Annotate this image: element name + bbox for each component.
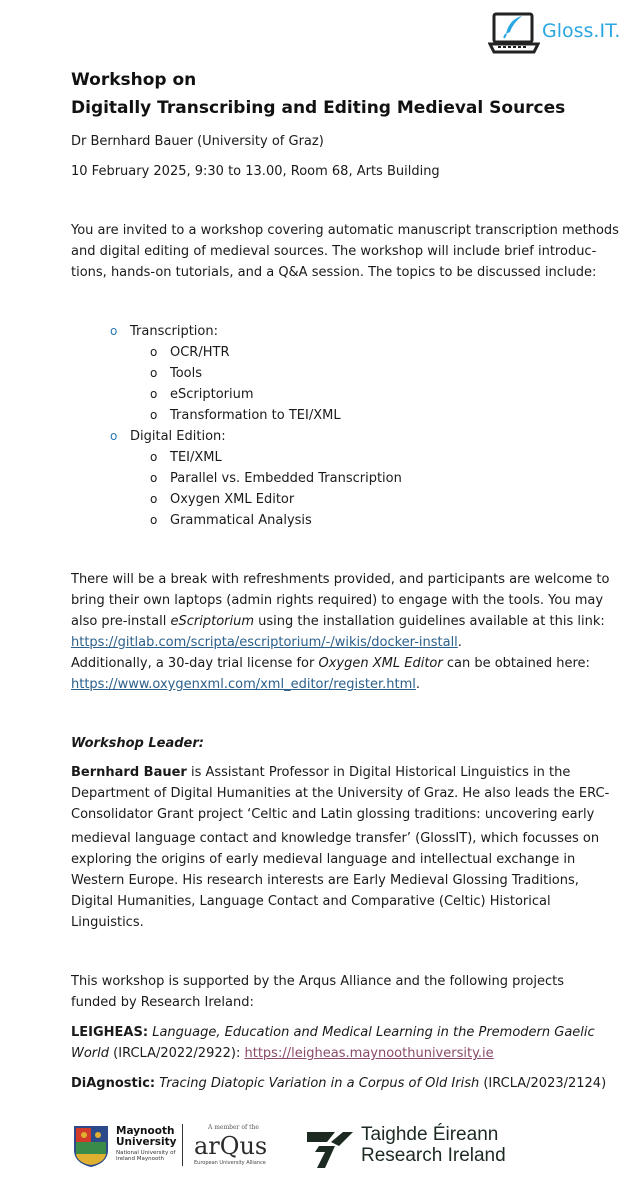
leigheas-link[interactable]: https://leigheas.maynoothuniversity.ie bbox=[244, 1046, 494, 1061]
workshop-leader-heading: Workshop Leader: bbox=[71, 736, 204, 751]
logistics-line: https://gitlab.com/scripta/escriptorium/-/wikis/docker-install. bbox=[71, 635, 462, 650]
arqus-wordmark: arQus bbox=[194, 1132, 268, 1160]
leader-bio-line: Digital Humanities, Language Contact and Comparative (Celtic) Historical bbox=[71, 894, 551, 909]
bullet-icon: o bbox=[150, 345, 158, 359]
logistics-line: https://www.oxygenxml.com/xml_editor/register.html. bbox=[71, 677, 421, 692]
list-item: o OCR/HTR bbox=[150, 345, 230, 360]
intro-line: and digital editing of medieval sources. The workshop will include brief introduc- bbox=[71, 244, 597, 259]
logistics-line: Additionally, a 30-day trial license for Oxygen XML Editor can be obtained here: bbox=[71, 656, 590, 671]
topic-transcription: o Transcription: bbox=[110, 324, 218, 339]
oxygen-register-link[interactable]: https://www.oxygenxml.com/xml_editor/register.html bbox=[71, 677, 416, 692]
bullet-icon: o bbox=[110, 324, 118, 338]
leader-bio-line: Department of Digital Humanities at the University of Graz. He also leads the ERC- bbox=[71, 786, 610, 801]
list-item: o Grammatical Analysis bbox=[150, 513, 312, 528]
maynooth-name: Maynooth University bbox=[116, 1125, 177, 1148]
escriptorium-install-link[interactable]: https://gitlab.com/scripta/escriptorium/-/wikis/docker-install bbox=[71, 635, 458, 650]
research-ireland-mark-icon bbox=[305, 1128, 355, 1172]
list-item: o Parallel vs. Embedded Transcription bbox=[150, 471, 402, 486]
support-line: This workshop is supported by the Arqus Alliance and the following projects bbox=[71, 974, 565, 989]
logo-divider bbox=[182, 1124, 183, 1166]
list-item: o Transformation to TEI/XML bbox=[150, 408, 341, 423]
intro-line: tions, hands-on tutorials, and a Q&A session. The topics to be discussed include: bbox=[71, 265, 597, 280]
laptop-quill-icon bbox=[488, 10, 540, 56]
research-ireland-logo bbox=[305, 1124, 545, 1174]
leader-bio-line: Bernhard Bauer is Assistant Professor in Digital Historical Linguistics in the bbox=[71, 765, 571, 780]
bullet-icon: o bbox=[150, 492, 158, 506]
logistics-line: bring their own laptops (admin rights required) to engage with the tools. You may bbox=[71, 593, 604, 608]
bullet-icon: o bbox=[150, 366, 158, 380]
maynooth-university-logo bbox=[72, 1124, 182, 1170]
leader-bio-line: Western Europe. His research interests are Early Medieval Glossing Traditions, bbox=[71, 873, 579, 888]
bullet-icon: o bbox=[110, 429, 118, 443]
bullet-icon: o bbox=[150, 471, 158, 485]
logistics-line: also pre-install eScriptorium using the installation guidelines available at this link: bbox=[71, 614, 605, 629]
list-item: o Oxygen XML Editor bbox=[150, 492, 295, 507]
list-item: o TEI/XML bbox=[150, 450, 222, 465]
speaker: Dr Bernhard Bauer (University of Graz) bbox=[71, 134, 324, 149]
logistics-line: There will be a break with refreshments provided, and participants are welcome to bbox=[71, 572, 610, 587]
topic-digital-edition: o Digital Edition: bbox=[110, 429, 226, 444]
page-title-line2: Digitally Transcribing and Editing Medieval Sources bbox=[71, 98, 566, 118]
project-diagnostic: DiAgnostic: Tracing Diatopic Variation in a Corpus of Old Irish (IRCLA/2023/2124) bbox=[71, 1076, 607, 1091]
maynooth-subtitle: National University of Ireland Maynooth bbox=[116, 1150, 176, 1162]
glossit-logo-text: Gloss.IT. bbox=[542, 20, 621, 42]
project-leigheas-cont: World (IRCLA/2022/2922): https://leigheas.maynoothuniversity.ie bbox=[71, 1046, 494, 1061]
leader-bio-line: Linguistics. bbox=[71, 915, 144, 930]
bullet-icon: o bbox=[150, 408, 158, 422]
bullet-icon: o bbox=[150, 513, 158, 527]
maynooth-crest-icon bbox=[72, 1124, 110, 1168]
date-time-location: 10 February 2025, 9:30 to 13.00, Room 68, Arts Building bbox=[71, 164, 440, 179]
bullet-icon: o bbox=[150, 450, 158, 464]
project-leigheas: LEIGHEAS: Language, Education and Medical Learning in the Premodern Gaelic bbox=[71, 1025, 595, 1040]
research-ireland-text: Taighde Éireann Research Ireland bbox=[361, 1124, 506, 1166]
intro-line: You are invited to a workshop covering automatic manuscript transcription methods bbox=[71, 223, 619, 238]
list-item: o eScriptorium bbox=[150, 387, 254, 402]
leader-bio-line: medieval language contact and knowledge transfer’ (GlossIT), which focusses on bbox=[71, 831, 600, 846]
leader-bio-line: exploring the origins of early medieval language and intellectual exchange in bbox=[71, 852, 576, 867]
bullet-icon: o bbox=[150, 387, 158, 401]
arqus-logo: A member of the arQus European University Alliance bbox=[194, 1124, 268, 1166]
page-title-line1: Workshop on bbox=[71, 70, 197, 90]
list-item: o Tools bbox=[150, 366, 203, 381]
support-line: funded by Research Ireland: bbox=[71, 995, 254, 1010]
glossit-logo bbox=[488, 10, 638, 58]
leader-bio-line: Consolidator Grant project ‘Celtic and Latin glossing traditions: uncovering early bbox=[71, 807, 595, 822]
